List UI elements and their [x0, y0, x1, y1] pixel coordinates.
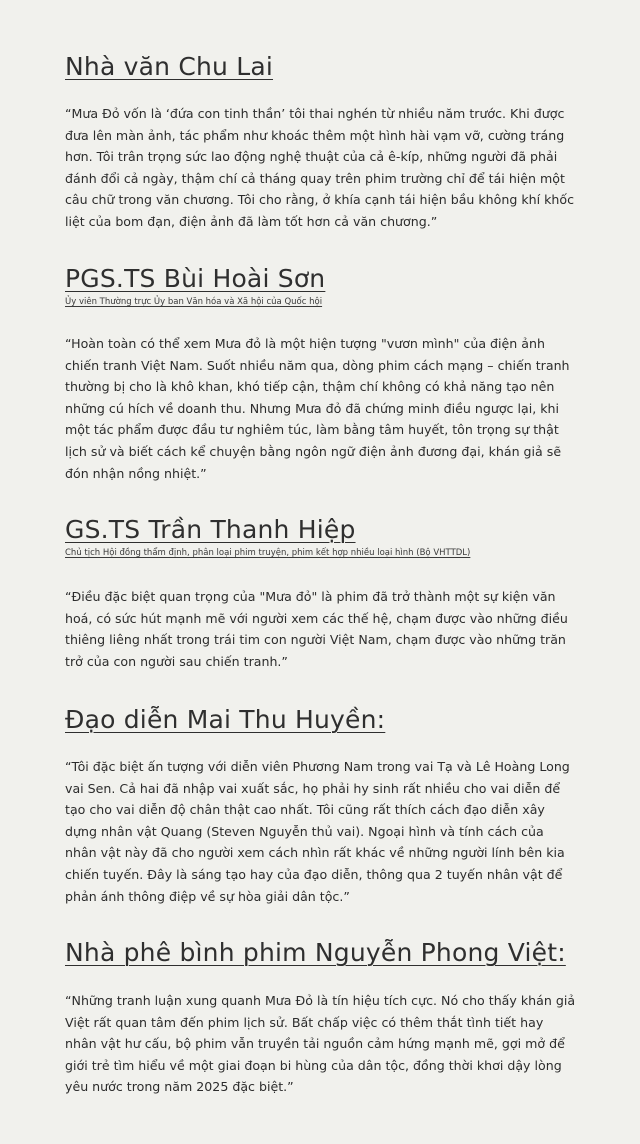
- reviewer-name: Đạo diễn Mai Thu Huyền:: [65, 705, 386, 734]
- reviewer-title: Chủ tịch Hội đồng thẩm định, phân loại phim truyện, phim kết hợp nhiều loại hình (Bộ VHTTDL): [65, 548, 471, 558]
- reviewer-name: GS.TS Trần Thanh Hiệp: [65, 515, 356, 544]
- reviewer-quote: “Hoàn toàn có thể xem Mưa đỏ là một hiện tượng "vươn mình" của điện ảnh chiến tranh Việt Nam. Suốt nhiều năm qua, dòng phim cách mạng – chiến tranh thường bị cho là khô khan, khó tiếp cận, thậm chí không có khả năng tạo nên những cú hích về doanh thu. Nhưng Mưa đỏ đã chứng minh điều ngược lại, khi một tác phẩm được đầu tư nghiêm túc, làm bằng tâm huyết, tôn trọng sự thật lịch sử và biết cách kể chuyện bằng ngôn ngữ điện ảnh đương đại, khán giả sẽ đón nhận nồng nhiệt.”: [65, 336, 570, 481]
- reviewer-name: Nhà văn Chu Lai: [65, 52, 274, 81]
- reviewer-name: Nhà phê bình phim Nguyễn Phong Việt:: [65, 938, 566, 967]
- reviewer-quote: “Mưa Đỏ vốn là ‘đứa con tinh thần’ tôi thai nghén từ nhiều năm trước. Khi được đưa lên màn ảnh, tác phẩm như khoác thêm một hình hài vạm vỡ, cường tráng hơn. Tôi trân trọng sức lao động nghệ thuật của cả ê-kíp, những người đã phải đánh đổi cả ngày, thậm chí cả tháng quay trên phim trường chỉ để tái hiện một câu chữ trong văn chương. Tôi cho rằng, ở khía cạnh tái hiện bầu không khí khốc liệt của bom đạn, điện ảnh đã làm tốt hơn cả văn chương.”: [65, 106, 575, 229]
- reviewer-quote: “Những tranh luận xung quanh Mưa Đỏ là tín hiệu tích cực. Nó cho thấy khán giả Việt rất quan tâm đến phim lịch sử. Bất chấp việc có thêm thắt tình tiết hay nhân vật hư cấu, bộ phim vẫn truyền tải nguồn cảm hứng mạnh mẽ, gợi mở để giới trẻ tìm hiểu về một giai đoạn bi hùng của dân tộc, đồng thời khơi dậy lòng yêu nước trong năm 2025 đặc biệt.”: [65, 993, 576, 1095]
- reviewer-name: PGS.TS Bùi Hoài Sơn: [65, 264, 326, 293]
- reviewer-title: Ủy viên Thường trực Ủy ban Văn hóa và Xã hội của Quốc hội: [65, 297, 323, 307]
- reviewer-quote: “Tôi đặc biệt ấn tượng với diễn viên Phương Nam trong vai Tạ và Lê Hoàng Long vai Sen. Cả hai đã nhập vai xuất sắc, họ phải hy sinh rất nhiều cho vai diễn để tạo cho vai diễn độ chân thật cao nhất. Tôi cũng rất thích cách đạo diễn xây dựng nhân vật Quang (Steven Nguyễn thủ vai). Ngoại hình và tính cách của nhân vật này đã cho người xem cách nhìn rất khác về những người lính bên kia chiến tuyến. Đây là sáng tạo hay của đạo diễn, thông qua 2 tuyến nhân vật để phản ánh thông điệp về sự hòa giải dân tộc.”: [65, 759, 570, 904]
- reviewer-quote: “Điều đặc biệt quan trọng của "Mưa đỏ" là phim đã trở thành một sự kiện văn hoá, có sức hút mạnh mẽ với người xem các thế hệ, chạm được vào những điều thiêng liêng nhất trong trái tim con người Việt Nam, chạm được vào những trăn trở của con người sau chiến tranh.”: [65, 589, 568, 669]
